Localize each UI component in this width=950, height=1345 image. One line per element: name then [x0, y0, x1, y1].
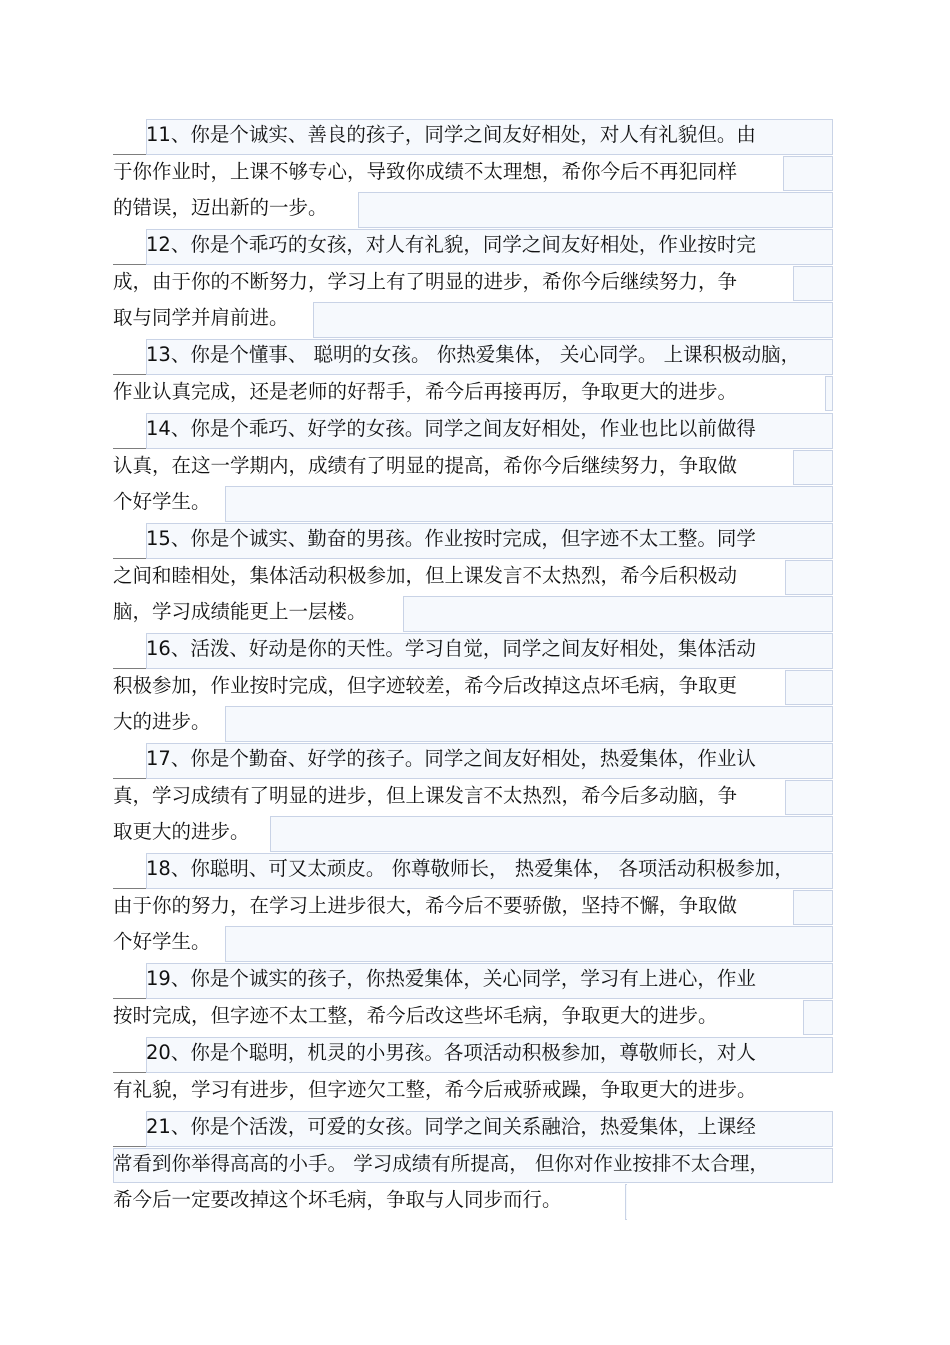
comment-paragraph-14: [113, 411, 833, 521]
text-line-box: [793, 266, 833, 302]
text-line-content: 17、你是个勤奋、好学的孩子。同学之间友好相处，热爱集体，作业认: [146, 747, 756, 770]
text-line: [113, 411, 833, 448]
text-line-box: [825, 376, 833, 412]
text-line-box: [793, 890, 833, 926]
text-line-box: [225, 486, 833, 522]
comment-paragraph-20: [113, 1035, 833, 1108]
text-line: [113, 1146, 833, 1183]
text-line-content: 个好学生。: [113, 490, 211, 514]
text-line-content: 18、你聪明、可又太顽皮。 你尊敬师长， 热爱集体， 各项活动积极参加，: [146, 857, 794, 880]
text-line: [113, 264, 833, 301]
text-line-content: 12、你是个乖巧的女孩，对人有礼貌，同学之间友好相处，作业按时完: [146, 233, 756, 256]
text-line: [113, 154, 833, 191]
text-line: [113, 1109, 833, 1146]
comment-paragraph-13: [113, 337, 833, 410]
text-line: [113, 117, 833, 154]
text-line-box: [225, 706, 833, 742]
text-line: [113, 668, 833, 705]
text-line-content: 积极参加，作业按时完成，但字迹较差，希今后改掉这点坏毛病，争取更: [113, 673, 738, 697]
text-line: [113, 704, 833, 741]
text-line-box: [803, 1000, 833, 1036]
text-line-content: 大的进步。: [113, 710, 211, 734]
text-line-content: 20、你是个聪明，机灵的小男孩。各项活动积极参加，尊敬师长，对人: [146, 1041, 756, 1064]
text-line: [113, 558, 833, 595]
text-line-box: [313, 302, 833, 338]
text-line-content: 按时完成，但字迹不太工整，希今后改这些坏毛病，争取更大的进步。: [113, 1003, 718, 1027]
comment-paragraph-18: [113, 851, 833, 961]
text-line-content: 16、活泼、好动是你的天性。学习自觉，同学之间友好相处，集体活动: [146, 637, 756, 660]
text-line-content: 19、你是个诚实的孩子，你热爱集体，关心同学，学习有上进心，作业: [146, 967, 756, 990]
comment-paragraph-16: [113, 631, 833, 741]
text-line: [113, 337, 833, 374]
text-line: [113, 741, 833, 778]
text-line-content: 常看到你举得高高的小手。 学习成绩有所提高， 但你对作业按排不太合理，: [113, 1151, 769, 1175]
text-line: [113, 888, 833, 925]
comment-paragraph-19: [113, 961, 833, 1034]
text-line-box: [785, 560, 833, 596]
text-line: [113, 300, 833, 337]
text-line-content: 取更大的进步。: [113, 820, 250, 844]
text-line: [113, 374, 833, 411]
text-line: [113, 1035, 833, 1072]
text-line-content: 个好学生。: [113, 930, 211, 954]
text-line-box: [358, 192, 833, 228]
text-line: [113, 521, 833, 558]
text-line: [113, 1182, 833, 1219]
text-line-content: 真，学习成绩有了明显的进步，但上课发言不太热烈，希今后多动脑，争: [113, 783, 738, 807]
text-line-content: 取与同学并肩前进。: [113, 306, 289, 330]
text-line-content: 21、你是个活泼，可爱的女孩。同学之间关系融洽，热爱集体，上课经: [146, 1115, 756, 1138]
text-line-content: 之间和睦相处，集体活动积极参加，但上课发言不太热烈，希今后积极动: [113, 563, 738, 587]
text-line-box: [783, 156, 833, 192]
text-line-box: [225, 926, 833, 962]
text-line-content: 作业认真完成，还是老师的好帮手，希今后再接再厉，争取更大的进步。: [113, 379, 738, 403]
comment-paragraph-15: [113, 521, 833, 631]
text-line-content: 希今后一定要改掉这个坏毛病，争取与人同步而行。: [113, 1188, 562, 1212]
comment-paragraph-17: [113, 741, 833, 851]
text-line: [113, 924, 833, 961]
text-line: [113, 227, 833, 264]
text-line: [113, 484, 833, 521]
comment-paragraph-21: [113, 1109, 833, 1219]
comment-paragraph-11: [113, 117, 833, 227]
text-line: [113, 851, 833, 888]
text-line: [113, 594, 833, 631]
text-line-content: 有礼貌，学习有进步，但字迹欠工整，希今后戒骄戒躁，争取更大的进步。: [113, 1077, 757, 1101]
text-line: [113, 961, 833, 998]
text-line-box: [785, 780, 833, 816]
text-line-content: 15、你是个诚实、勤奋的男孩。作业按时完成，但字迹不太工整。同学: [146, 527, 756, 550]
text-line-content: 成，由于你的不断努力，学习上有了明显的进步，希你今后继续努力，争: [113, 269, 738, 293]
text-line-box: [270, 816, 833, 852]
text-line: [113, 778, 833, 815]
text-line: [113, 814, 833, 851]
text-line-box: [785, 670, 833, 706]
text-line-content: 14、你是个乖巧、好学的女孩。同学之间友好相处，作业也比以前做得: [146, 417, 756, 440]
text-line: [113, 448, 833, 485]
text-line-content: 的错误，迈出新的一步。: [113, 196, 328, 220]
text-line: [113, 1072, 833, 1109]
text-line-box: [793, 450, 833, 486]
text-line-content: 脑，学习成绩能更上一层楼。: [113, 600, 367, 624]
text-line-box: [403, 596, 833, 632]
text-line-content: 由于你的努力，在学习上进步很大，希今后不要骄傲，坚持不懈，争取做: [113, 893, 738, 917]
text-line: [113, 190, 833, 227]
text-line-content: 11、你是个诚实、善良的孩子，同学之间友好相处，对人有礼貌但。由: [146, 123, 756, 146]
text-line-content: 认真，在这一学期内，成绩有了明显的提高，希你今后继续努力，争取做: [113, 453, 738, 477]
text-line: [113, 631, 833, 668]
text-line-content: 13、你是个懂事、 聪明的女孩。 你热爱集体， 关心同学。 上课积极动脑，: [146, 343, 801, 366]
comment-paragraph-12: [113, 227, 833, 337]
text-line: [113, 998, 833, 1035]
text-line-content: 于你作业时，上课不够专心，导致你成绩不太理想，希你今后不再犯同样: [113, 159, 738, 183]
text-line-box: [625, 1184, 627, 1220]
